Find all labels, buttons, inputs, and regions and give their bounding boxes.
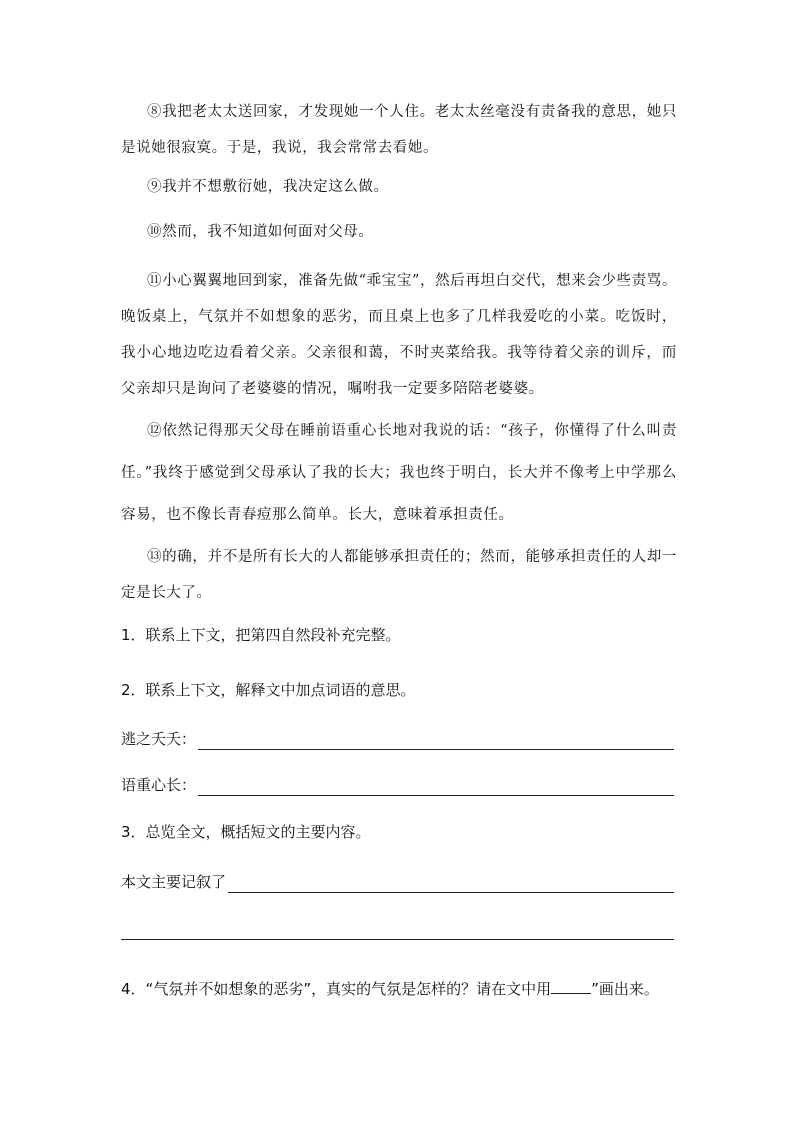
passage-paragraph-13: ⑬的确，并不是所有长大的人都能够承担责任的；然而，能够承担责任的人却一定是长大了。 — [121, 549, 677, 601]
passage-paragraph-11: ⑪小心翼翼地回到家，准备先做“乖宝宝”，然后再坦白交代，想来会少些责骂。晚饭桌上，气氛并不如想象的恶劣，而且桌上也多了几样我爱吃的小菜。吃饭时，我小心地边吃边看着父亲。父亲很和蔼，不时夹菜给我。我等待着父亲的训斥，而父亲却只是询问了老婆婆的情况，嘱咐我一定要多陪陪老婆婆。 — [121, 273, 677, 397]
answer-blank[interactable] — [228, 876, 674, 893]
answer-blank-continued[interactable] — [121, 939, 674, 940]
question-4-end: ”画出来。 — [591, 980, 659, 998]
passage-paragraph-10: ⑩然而，我不知道如何面对父母。 — [147, 224, 374, 240]
question-4 — [121, 978, 681, 1000]
summary-prefix: 本文主要记叙了 — [121, 873, 227, 891]
term-label: 逃之夭夭： — [121, 730, 197, 748]
question-4-text: 4．“气氛并不如想象的恶劣”，真实的气氛是怎样的？请在文中用 — [121, 980, 552, 998]
question-2: 2．联系上下文，解释文中加点词语的意思。 — [121, 681, 416, 699]
term-label: 语重心长： — [121, 776, 197, 794]
answer-blank[interactable] — [198, 779, 674, 796]
passage-paragraph-8: ⑧我把老太太送回家，才发现她一个人住。老太太丝毫没有责备我的意思，她只是说她很寂寞。于是，我说，我会常常去看她。 — [121, 104, 677, 156]
question-3: 3．总览全文，概括短文的主要内容。 — [121, 823, 371, 841]
passage-paragraph-12: ⑫依然记得那天父母在睡前语重心长地对我说的话：“孩子，你懂得了什么叫责任。”我终于感觉到父母承认了我的长大；我也终于明白，长大并不像考上中学那么容易，也不像长青春痘那么简单。长大，意味着承担责任。 — [121, 423, 677, 523]
answer-blank[interactable] — [198, 733, 674, 750]
answer-row-summary — [121, 871, 674, 893]
answer-row-yuzhongxinchang — [121, 774, 674, 796]
answer-row-taozhiyaoyao — [121, 728, 674, 750]
underline-mark-blank — [551, 979, 591, 994]
question-1: 1．联系上下文，把第四自然段补充完整。 — [121, 626, 401, 644]
passage-paragraph-9: ⑨我并不想敷衍她，我决定这么做。 — [147, 179, 389, 195]
